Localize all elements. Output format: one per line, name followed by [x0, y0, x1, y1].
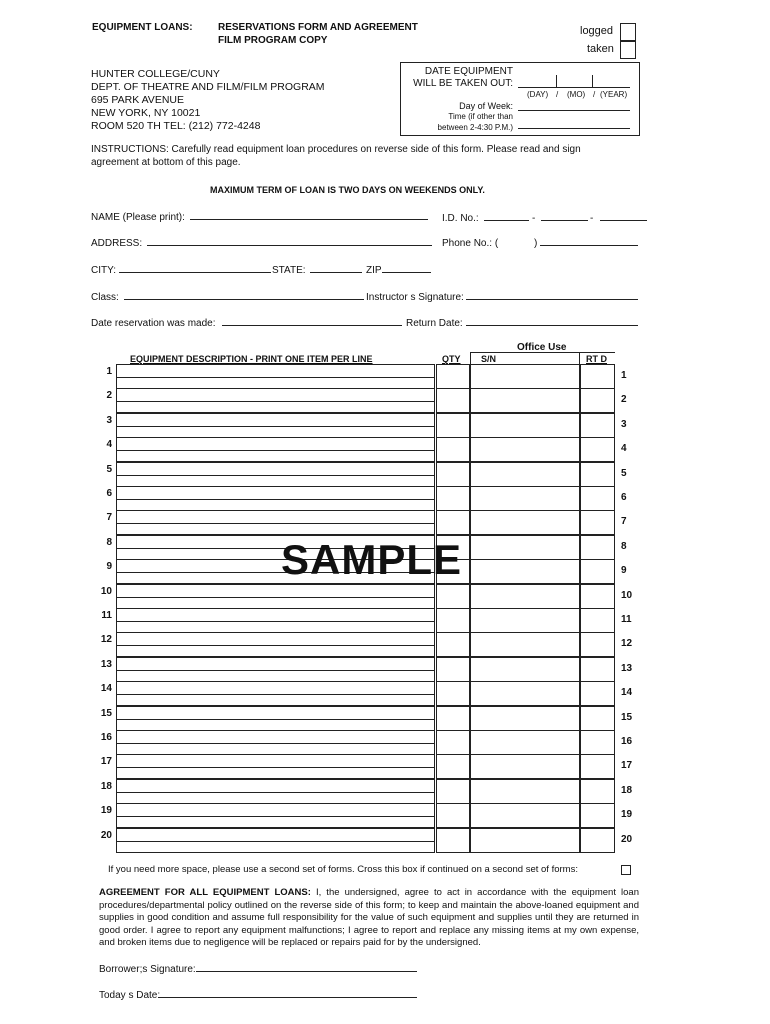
row-number: 9: [106, 561, 112, 572]
city-field[interactable]: [119, 272, 271, 273]
sn-cell[interactable]: [470, 559, 580, 584]
address-line: 695 PARK AVENUE: [91, 94, 184, 106]
time-field[interactable]: [518, 128, 630, 129]
row-number: 8: [106, 537, 112, 548]
description-cell[interactable]: [116, 706, 435, 731]
rtd-cell[interactable]: [580, 803, 615, 828]
row-number: 2: [106, 390, 112, 401]
agreement-body: I, the undersigned, agree to act in accordance with the equipment loan procedures/departmental policy outlined on the reverse side of this form; to keep and maintain the above-loaned equipment and supplies in good condition and assume full responsibility for the value of such equipment and supplies until they are returned in good order. I agree to report any equipment malfunctions; I agree to report and replace any missing items at my own expense, and broken items due to negligence will be replaced or repairs paid for by the undersigned.: [99, 887, 639, 949]
phone-close: ): [534, 238, 538, 249]
day-label: (DAY): [527, 90, 549, 99]
more-space-note: If you need more space, please use a second set of forms. Cross this box if continued on a second set of forms:: [108, 864, 578, 875]
row-number: 7: [106, 512, 112, 523]
sn-cell[interactable]: [470, 681, 580, 706]
description-rule: [117, 401, 434, 402]
return-date-field[interactable]: [466, 325, 638, 326]
id-field-3[interactable]: [600, 220, 647, 221]
qty-cell[interactable]: [436, 754, 470, 779]
date-sep: /: [593, 90, 596, 99]
agreement-text: [99, 887, 639, 950]
rtd-cell[interactable]: [580, 584, 615, 609]
description-cell[interactable]: [116, 828, 435, 853]
rtd-cell[interactable]: [580, 608, 615, 633]
description-rule: [117, 450, 434, 451]
row-number-right: 8: [621, 541, 627, 552]
time-label: [405, 111, 513, 133]
sn-cell[interactable]: [470, 510, 580, 535]
rtd-cell[interactable]: [580, 754, 615, 779]
qty-cell[interactable]: [436, 706, 470, 731]
description-rule: [117, 523, 434, 524]
sn-cell[interactable]: [470, 535, 580, 560]
description-rule: [117, 645, 434, 646]
sn-cell[interactable]: [470, 632, 580, 657]
sn-cell[interactable]: [470, 462, 580, 487]
row-number-right: 9: [621, 565, 627, 576]
row-number: 3: [106, 415, 112, 426]
description-cell[interactable]: [116, 608, 435, 633]
date-made-label: Date reservation was made:: [91, 318, 216, 329]
description-cell[interactable]: [116, 632, 435, 657]
agreement-heading: AGREEMENT FOR ALL EQUIPMENT LOANS:: [99, 887, 311, 898]
row-number-right: 4: [621, 443, 627, 454]
rtd-cell[interactable]: [580, 779, 615, 804]
day-of-week-label: Day of Week:: [459, 101, 513, 111]
description-cell[interactable]: [116, 510, 435, 535]
instructions-line1: INSTRUCTIONS: Carefully read equipment loan procedures on reverse side of this form. Please read and sign: [91, 144, 581, 155]
id-label: I.D. No.:: [442, 213, 479, 224]
address-line: NEW YORK, NY 10021: [91, 107, 201, 119]
date-made-field[interactable]: [222, 325, 402, 326]
description-rule: [117, 670, 434, 671]
zip-field[interactable]: [382, 272, 431, 273]
todays-date-field[interactable]: [158, 997, 417, 998]
row-number-right: 7: [621, 516, 627, 527]
description-cell[interactable]: [116, 803, 435, 828]
sn-cell[interactable]: [470, 706, 580, 731]
sn-cell[interactable]: [470, 803, 580, 828]
row-number-right: 13: [621, 663, 633, 674]
id-dash: -: [532, 213, 536, 224]
row-number: 1: [106, 366, 112, 377]
sn-cell[interactable]: [470, 437, 580, 462]
time-label-line2: between 2-4:30 P.M.): [437, 123, 513, 132]
instructor-label: Instructor s Signature:: [366, 292, 464, 303]
description-cell[interactable]: [116, 462, 435, 487]
row-number-right: 11: [621, 614, 632, 625]
description-cell[interactable]: [116, 730, 435, 755]
id-field-2[interactable]: [541, 220, 588, 221]
todays-date-label: Today s Date:: [99, 990, 161, 1001]
phone-field[interactable]: [540, 245, 638, 246]
day-of-week-field[interactable]: [518, 110, 630, 111]
form-title: RESERVATIONS FORM AND AGREEMENT: [218, 22, 418, 33]
rtd-cell[interactable]: [580, 657, 615, 682]
description-rule: [117, 475, 434, 476]
description-cell[interactable]: [116, 779, 435, 804]
qty-cell[interactable]: [436, 486, 470, 511]
qty-cell[interactable]: [436, 730, 470, 755]
col-qty: QTY: [442, 354, 461, 364]
row-number-right: 2: [621, 394, 627, 405]
instructions: [91, 143, 581, 169]
description-rule: [117, 694, 434, 695]
date-label-line1: DATE EQUIPMENT: [424, 66, 513, 77]
date-divider: [592, 75, 593, 87]
class-field[interactable]: [124, 299, 364, 300]
row-number-right: 14: [621, 687, 633, 698]
date-sep: /: [556, 90, 559, 99]
rtd-cell[interactable]: [580, 681, 615, 706]
sn-cell[interactable]: [470, 657, 580, 682]
date-label-line2: WILL BE TAKEN OUT:: [413, 78, 513, 89]
qty-cell[interactable]: [436, 608, 470, 633]
col-rtd: RT D: [586, 354, 607, 364]
city-label: CITY:: [91, 265, 117, 276]
continued-checkbox[interactable]: [621, 865, 631, 875]
description-cell[interactable]: [116, 754, 435, 779]
state-label: STATE:: [272, 265, 306, 276]
rtd-divider: [579, 352, 580, 364]
qty-cell[interactable]: [436, 510, 470, 535]
rtd-cell[interactable]: [580, 413, 615, 438]
sn-cell[interactable]: [470, 828, 580, 853]
description-cell[interactable]: [116, 486, 435, 511]
row-number: 11: [101, 610, 112, 621]
rtd-cell[interactable]: [580, 535, 615, 560]
description-rule: [117, 767, 434, 768]
name-field[interactable]: [190, 219, 428, 220]
phone-label: Phone No.: (: [442, 238, 499, 249]
qty-cell[interactable]: [436, 584, 470, 609]
rtd-cell[interactable]: [580, 828, 615, 853]
description-rule: [117, 597, 434, 598]
rtd-cell[interactable]: [580, 364, 615, 389]
row-number: 14: [100, 683, 112, 694]
description-cell[interactable]: [116, 681, 435, 706]
borrower-signature-label: Borrower;s Signature:: [99, 964, 196, 975]
row-number-right: 18: [621, 785, 633, 796]
sn-cell[interactable]: [470, 486, 580, 511]
description-rule: [117, 377, 434, 378]
return-date-label: Return Date:: [406, 318, 463, 329]
rtd-cell[interactable]: [580, 730, 615, 755]
date-field[interactable]: [518, 87, 630, 88]
address-line: DEPT. OF THEATRE AND FILM/FILM PROGRAM: [91, 81, 325, 93]
state-field[interactable]: [310, 272, 362, 273]
address-block: [91, 68, 325, 133]
address-line: HUNTER COLLEGE/CUNY: [91, 68, 220, 80]
description-rule: [117, 621, 434, 622]
qty-cell[interactable]: [436, 388, 470, 413]
id-field-1[interactable]: [484, 220, 529, 221]
sn-cell[interactable]: [470, 364, 580, 389]
mo-label: (MO): [567, 90, 586, 99]
date-taken-label: [405, 66, 513, 90]
description-rule: [117, 816, 434, 817]
qty-cell[interactable]: [436, 437, 470, 462]
qty-cell[interactable]: [436, 462, 470, 487]
description-rule: [117, 841, 434, 842]
form-label: EQUIPMENT LOANS:: [92, 22, 193, 33]
row-number-right: 3: [621, 419, 627, 430]
office-use-rule: [470, 352, 615, 353]
qty-cell[interactable]: [436, 803, 470, 828]
row-number: 12: [100, 634, 112, 645]
taken-checkbox[interactable]: [620, 41, 636, 59]
rtd-cell[interactable]: [580, 462, 615, 487]
row-number-right: 5: [621, 468, 627, 479]
id-dash: -: [590, 213, 594, 224]
description-rule: [117, 792, 434, 793]
qty-cell[interactable]: [436, 779, 470, 804]
rtd-cell[interactable]: [580, 486, 615, 511]
sn-cell[interactable]: [470, 754, 580, 779]
instructor-signature-field[interactable]: [466, 299, 638, 300]
row-number: 20: [100, 830, 112, 841]
address-field[interactable]: [147, 245, 432, 246]
row-number: 5: [106, 464, 112, 475]
row-number: 10: [100, 586, 112, 597]
row-number: 4: [106, 439, 112, 450]
description-rule: [117, 743, 434, 744]
sn-cell[interactable]: [470, 413, 580, 438]
qty-cell[interactable]: [436, 632, 470, 657]
form-subtitle: FILM PROGRAM COPY: [218, 35, 328, 46]
sn-cell[interactable]: [470, 608, 580, 633]
instructions-line2: agreement at bottom of this page.: [91, 157, 241, 168]
row-number-right: 6: [621, 492, 627, 503]
row-number: 15: [100, 708, 112, 719]
address-label: ADDRESS:: [91, 238, 143, 249]
description-cell[interactable]: [116, 413, 435, 438]
description-rule: [117, 719, 434, 720]
description-cell[interactable]: [116, 584, 435, 609]
zip-label: ZIP: [366, 265, 382, 276]
sn-cell[interactable]: [470, 730, 580, 755]
row-number-right: 17: [621, 760, 633, 771]
row-number-right: 15: [621, 712, 633, 723]
qty-cell[interactable]: [436, 681, 470, 706]
rtd-cell[interactable]: [580, 559, 615, 584]
sn-cell[interactable]: [470, 388, 580, 413]
class-label: Class:: [91, 292, 119, 303]
description-cell[interactable]: [116, 388, 435, 413]
sn-divider: [470, 352, 471, 364]
description-cell[interactable]: [116, 364, 435, 389]
row-number: 6: [106, 488, 112, 499]
sn-cell[interactable]: [470, 584, 580, 609]
row-number: 18: [100, 781, 112, 792]
row-number-right: 12: [621, 638, 633, 649]
row-number-right: 10: [621, 590, 633, 601]
description-cell[interactable]: [116, 437, 435, 462]
row-number-right: 20: [621, 834, 633, 845]
description-rule: [117, 499, 434, 500]
rtd-cell[interactable]: [580, 632, 615, 657]
col-sn: S/N: [481, 354, 497, 364]
qty-cell[interactable]: [436, 413, 470, 438]
qty-cell[interactable]: [436, 364, 470, 389]
row-number: 17: [100, 756, 112, 767]
row-number: 16: [100, 732, 112, 743]
time-label-line1: Time (if other than: [448, 112, 513, 121]
rtd-cell[interactable]: [580, 437, 615, 462]
row-number-right: 16: [621, 736, 633, 747]
max-term-notice: MAXIMUM TERM OF LOAN IS TWO DAYS ON WEEKENDS ONLY.: [210, 185, 485, 195]
row-number: 19: [100, 805, 112, 816]
row-number-right: 19: [621, 809, 633, 820]
description-rule: [117, 426, 434, 427]
logged-label: logged: [580, 25, 614, 37]
rtd-cell[interactable]: [580, 510, 615, 535]
qty-cell[interactable]: [436, 828, 470, 853]
office-use-label: Office Use: [517, 342, 567, 353]
logged-checkbox[interactable]: [620, 23, 636, 41]
description-cell[interactable]: [116, 657, 435, 682]
row-number: 13: [100, 659, 112, 670]
row-number-right: 1: [621, 370, 627, 381]
taken-label: taken: [587, 43, 614, 55]
sn-cell[interactable]: [470, 779, 580, 804]
col-description: EQUIPMENT DESCRIPTION - PRINT ONE ITEM PER LINE: [130, 354, 373, 364]
rtd-cell[interactable]: [580, 706, 615, 731]
year-label: (YEAR): [600, 90, 628, 99]
sample-watermark: SAMPLE: [281, 536, 463, 583]
rtd-cell[interactable]: [580, 388, 615, 413]
borrower-signature-field[interactable]: [196, 971, 417, 972]
qty-cell[interactable]: [436, 657, 470, 682]
date-divider: [556, 75, 557, 87]
name-label: NAME (Please print):: [91, 212, 185, 223]
address-line: ROOM 520 TH TEL: (212) 772-4248: [91, 120, 261, 132]
